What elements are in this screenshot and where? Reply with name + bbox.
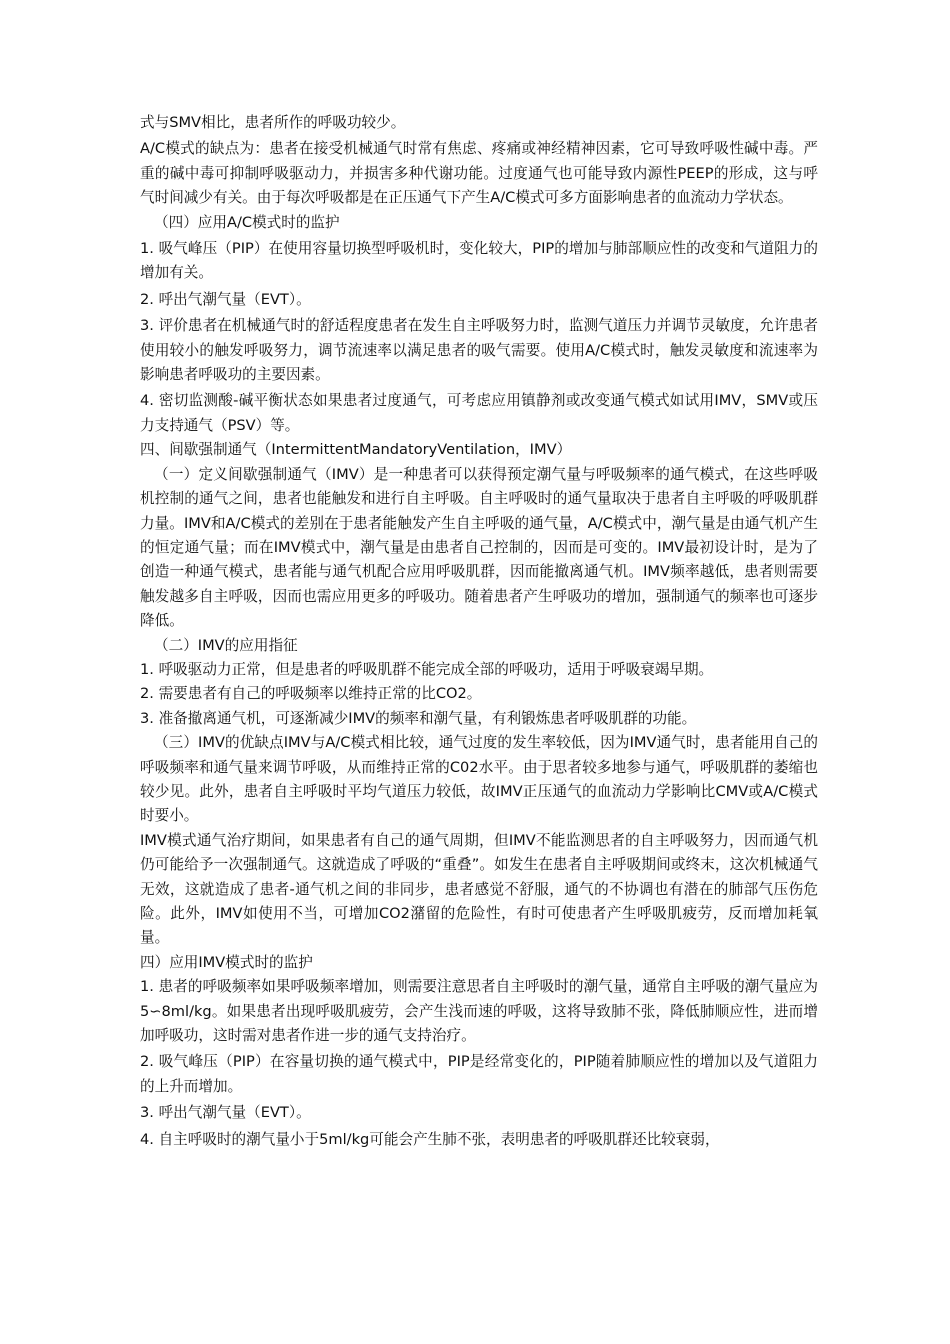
section-heading: 四、间歇强制通气（IntermittentMandatoryVentilation，IMV） <box>140 441 572 459</box>
section-heading: 四）应用IMV模式时的监护 <box>140 953 313 971</box>
list-item: 2. 呼出气潮气量（EVT）。 <box>140 290 311 308</box>
list-item: 4. 密切监测酸-碱平衡状态如果患者过度通气，可考虑应用镇静剂或改变通气模式如试用IMV，SMV或压力支持通气（PSV）等。 <box>140 392 818 434</box>
list-item: 2. 需要患者有自己的呼吸频率以维持正常的比CO2。 <box>140 685 482 703</box>
list-item: 3. 呼出气潮气量（EVT）。 <box>140 1104 311 1122</box>
list-item: 3. 准备撤离通气机，可逐渐减少IMV的频率和潮气量，有利锻炼患者呼吸肌群的功能。 <box>140 709 697 727</box>
list-item: 2. 吸气峰压（PIP）在容量切换的通气模式中，PIP是经常变化的，PIP随着肺顺应性的增加以及气道阻力的上升而增加。 <box>140 1053 818 1095</box>
list-item: 1. 患者的呼吸频率如果呼吸频率增加，则需要注意思者自主呼吸时的潮气量，通常自主呼吸的潮气量应为5∽8ml/kg。如果患者出现呼吸肌疲劳，会产生浅而速的呼吸，这将导致肺不张，降低肺顺应性，进而增加呼吸功，这时需对患者作进一步的通气支持治疗。 <box>140 978 818 1045</box>
paragraph: 式与SMV相比，患者所作的呼吸功较少。 <box>140 114 406 131</box>
paragraph: （三）IMV的优缺点IMV与A/C模式相比较，通气过度的发生率较低，因为IMV通气时，患者能用自己的呼吸频率和通气量来调节呼吸，从而维持正常的C02水平。由于思者较多地参与通气，呼吸肌群的萎缩也较少见。此外，患者自主呼吸时平均气道压力较低，故IMV正压通气的血流动力学影响比CMV或A/C模式时要小。 <box>140 734 818 825</box>
section-heading: （四）应用A/C模式时的监护 <box>154 213 340 231</box>
section-heading: （二）IMV的应用指征 <box>154 636 298 654</box>
list-item: 3. 评价患者在机械通气时的舒适程度患者在发生自主呼吸努力时，监测气道压力并调节灵敏度，允许患者使用较小的触发呼吸努力，调节流速率以满足患者的吸气需要。使用A/C模式时，触发灵敏度和流速率为影响患者呼吸功的主要因素。 <box>140 317 818 384</box>
list-item: 4. 自主呼吸时的潮气量小于5ml/kg可能会产生肺不张，表明患者的呼吸肌群还比较衰弱， <box>140 1130 720 1148</box>
paragraph: IMV模式通气治疗期间，如果患者有自己的通气周期，但IMV不能监测思者的自主呼吸努力，因而通气机仍可能给予一次强制通气。这就造成了呼吸的“重叠”。如发生在患者自主呼吸期间或终末，这次机械通气无效，这就造成了患者-通气机之间的非同步，患者感觉不舒服，通气的不协调也有潜在的肺部气压伤危险。此外，IMV如使用不当，可增加CO2潴留的危险性，有时可使患者产生呼吸肌疲劳，反而增加耗氧量。 <box>140 831 818 947</box>
paragraph: （一）定义间歇强制通气（IMV）是一种患者可以获得预定潮气量与呼吸频率的通气模式，在这些呼吸机控制的通气之间，患者也能触发和进行自主呼吸。自主呼吸时的通气量取决于患者自主呼吸的呼吸肌群力量。IMV和A/C模式的差别在于患者能触发产生自主呼吸的通气量，A/C模式中，潮气量是由通气机产生的恒定通气量；而在IMV模式中，潮气量是由患者自己控制的，因而是可变的。IMV最初设计时，是为了创造一种通气模式，患者能与通气机配合应用呼吸肌群，因而能撤离通气机。IMV频率越低，患者则需要触发越多自主呼吸，因而也需应用更多的呼吸功。随着患者产生呼吸功的增加，强制通气的频率也可逐步降低。 <box>140 465 818 630</box>
paragraph: A/C模式的缺点为：患者在接受机械通气时常有焦虑、疼痛或神经精神因素，它可导致呼吸性碱中毒。严重的碱中毒可抑制呼吸驱动力，并损害多种代谢功能。过度通气也可能导致内源性PEEP的形成，这与呼气时间减少有关。由于每次呼吸都是在正压通气下产生A/C模式可多方面影响患者的血流动力学状态。 <box>140 140 818 207</box>
list-item: 1. 吸气峰压（PIP）在使用容量切换型呼吸机时，变化较大，PIP的增加与肺部顺应性的改变和气道阻力的增加有关。 <box>140 240 818 282</box>
list-item: 1. 呼吸驱动力正常，但是患者的呼吸肌群不能完成全部的呼吸功，适用于呼吸衰竭早期。 <box>140 660 714 678</box>
